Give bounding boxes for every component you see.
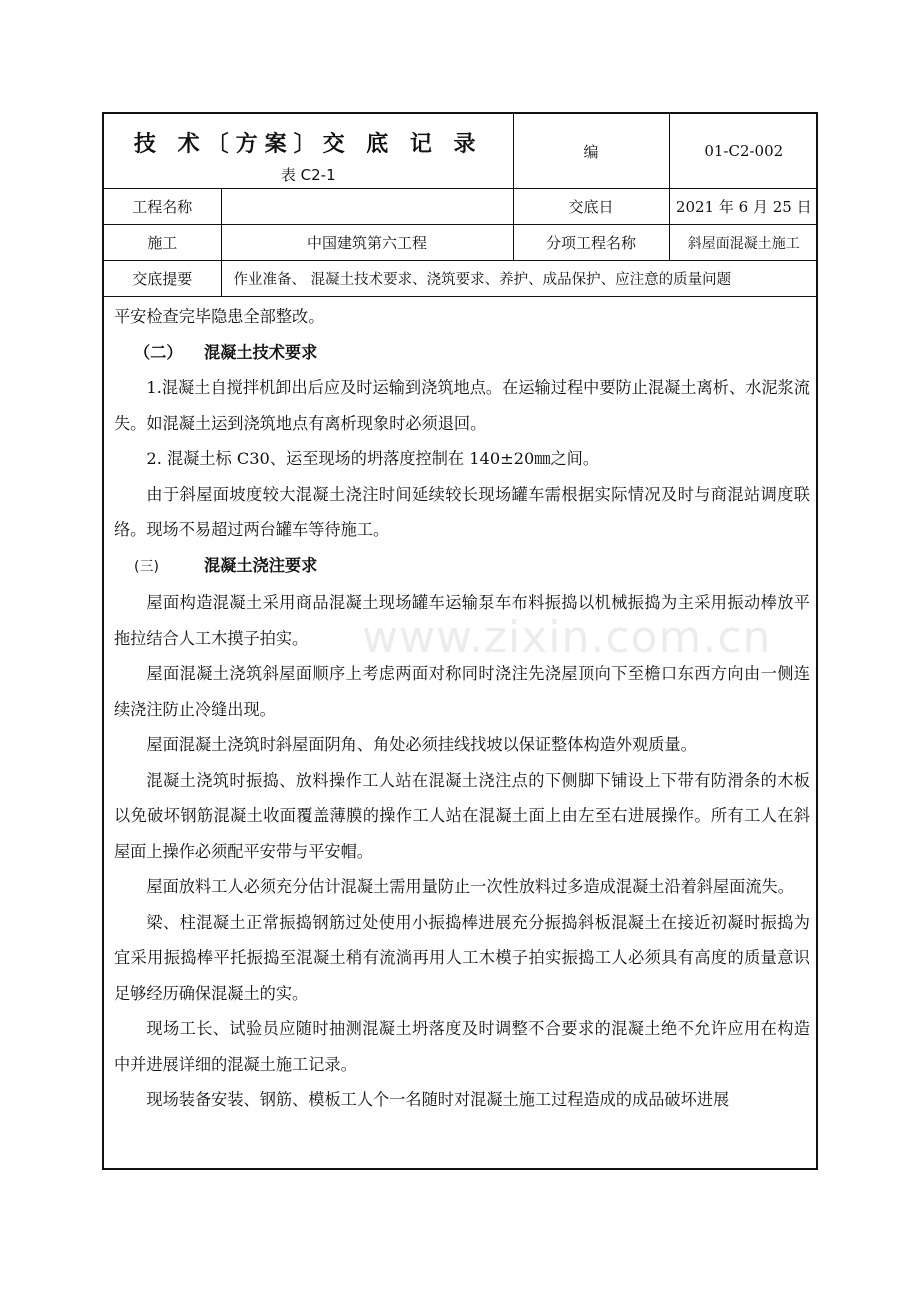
code-label: 编 (513, 114, 669, 189)
paragraph: 现场装备安装、钢筋、模板工人个一名随时对混凝土施工过程造成的成品破坏进展 (146, 1090, 730, 1109)
sub-project-label: 分项工程名称 (513, 225, 669, 261)
form-title: 技 术〔方案〕交 底 记 录 (133, 132, 483, 157)
disclosure-body (104, 299, 816, 1118)
section-number-3: (三) (134, 558, 159, 575)
section-heading-3 (114, 548, 810, 586)
form-number: 表 C2-1 (280, 166, 336, 184)
title-cell (104, 114, 513, 189)
watermark-text: www.zixin.com.cn (362, 612, 772, 663)
technical-disclosure-form (102, 112, 818, 1170)
section-title-3: 混凝土浇注要求 (204, 555, 318, 575)
contractor-value: 中国建筑第六工程 (221, 225, 513, 261)
section-number-2: （二） (134, 342, 183, 362)
paragraph: 混凝土浇筑时振捣、放料操作工人站在混凝土浇注点的下侧脚下铺设上下带有防滑条的木板以免破坏钢筋混凝土收面覆盖薄膜的操作工人站在混凝土面上由左至右进展操作。所有工人在斜屋面上操作必须配平安带与平安帽。 (114, 770, 810, 861)
sub-project-value: 斜屋面混凝土施工 (669, 225, 818, 261)
date-label: 交底日 (513, 189, 669, 225)
paragraph: 屋面放料工人必须充分估计混凝土需用量防止一次性放料过多造成混凝土沿着斜屋面流失。 (146, 877, 794, 896)
paragraph: 梁、柱混凝土正常振捣钢筋过处使用小振捣棒进展充分振捣斜板混凝土在接近初凝时振捣为宜采用振捣棒平托振捣至混凝土稍有流淌再用人工木模子拍实振捣工人必须具有高度的质量意识足够经历确保混凝土的实。 (114, 912, 810, 1003)
summary-value: 作业准备、 混凝土技术要求、浇筑要求、养护、成品保护、应注意的质量问题 (221, 261, 818, 297)
date-value: 2021 年 6 月 25 日 (669, 189, 818, 225)
contractor-label: 施工 (104, 225, 221, 261)
section-title-2: 混凝土技术要求 (204, 342, 318, 362)
paragraph: 由于斜屋面坡度较大混凝土浇注时间延续较长现场罐车需根据实际情况及时与商混站调度联络。现场不易超过两台罐车等待施工。 (114, 484, 810, 539)
paragraph: 屋面混凝土浇筑斜屋面顺序上考虑两面对称同时浇注先浇屋顶向下至檐口东西方向由一侧连续浇注防止冷缝出现。 (114, 664, 810, 719)
paragraph: 现场工长、试验员应随时抽测混凝土坍落度及时调整不合要求的混凝土绝不允许应用在构造中并进展详细的混凝土施工记录。 (114, 1019, 810, 1074)
paragraph: 1.混凝土自搅拌机卸出后应及时运输到浇筑地点。在运输过程中要防止混凝土离析、水泥浆流失。如混凝土运到浇筑地点有离析现象时必须退回。 (114, 378, 810, 433)
project-name-label: 工程名称 (104, 189, 221, 225)
section-heading-2 (114, 335, 810, 371)
form-header-table (104, 114, 818, 297)
code-value: 01-C2-002 (669, 114, 818, 189)
paragraph: 屋面混凝土浇筑时斜屋面阴角、角处必须挂线找坡以保证整体构造外观质量。 (146, 735, 697, 754)
continued-line: 平安检查完毕隐患全部整改。 (114, 307, 325, 326)
summary-label: 交底提要 (104, 261, 221, 297)
project-name-value (221, 189, 513, 225)
paragraph: 屋面构造混凝土采用商品混凝土现场罐车运输泵车布料振捣以机械振捣为主采用振动棒放平拖拉结合人工木摸子拍实。 (114, 593, 810, 648)
paragraph: 2. 混凝土标 C30、运至现场的坍落度控制在 140±20㎜之间。 (146, 449, 600, 468)
